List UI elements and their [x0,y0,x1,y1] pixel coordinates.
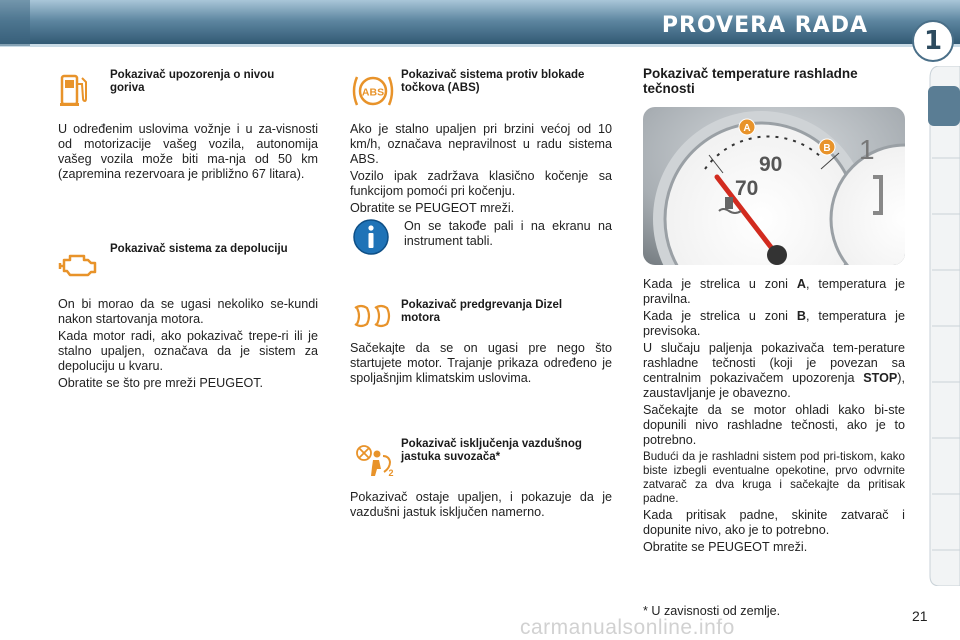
coolant-text [643,277,905,557]
coolant-paragraph: Budući da je rashladni sistem pod pri-tiskom, kako biste izbegli eventualne opekotine, prvo odvrnite zatvarač za dva kruga i sačekajte da pritisak padne. [643,450,905,505]
preheat-text: Sačekajte da se on ugasi pre nego što startujete motor. Trajanje prikaza određeno je spoljašnjim klimatskim uslovima. [350,341,612,385]
pollution-paragraph: On bi morao da se ugasi nekoliko se-kundi nakon startovanja motora. [58,297,318,326]
pollution-heading: Pokazivač sistema za depoluciju [110,243,288,255]
svg-text:ABS: ABS [361,86,385,99]
fuel-pump-icon [58,70,88,110]
coolant-paragraph: U slučaju paljenja pokazivača tem-perature rashladne tečnosti (koji je povezan sa centralnim pokazivačem upozorenja STOP), zaustavljanje je obavezno. [643,341,905,400]
page-number: 21 [912,608,928,624]
passenger-airbag-off-icon [355,444,397,478]
gauge-label-70: 70 [735,177,759,200]
airbag-text: Pokazivač ostaje upaljen, i pokazuje da je vazdušni jastuk isključen namerno. [350,490,612,519]
coolant-heading: Pokazivač temperature rashladne tečnosti [643,66,858,96]
page-title: PROVERA RADA [661,13,868,38]
gauge-label-right: 1 [859,134,875,165]
coolant-gauge-image [643,107,905,265]
abs-paragraph: Vozilo ipak zadržava klasično kočenje sa funkcijom pomoći pri kočenju. [350,169,612,198]
footnote: * U zavisnosti od zemlje. [643,604,781,618]
pollution-paragraph: Kada motor radi, ako pokazivač trepe-ri ili je stalno upaljen, označava da je sistem za depoluciju u kvaru. [58,329,318,373]
info-icon [352,218,390,256]
coolant-paragraph: Sačekajte da se motor ohladi kako bi-ste dopunili nivo rashladne tečnosti, ako je to potrebno. [643,403,905,447]
abs-text [350,122,612,218]
chapter-tab-strip [926,66,960,586]
coolant-paragraph: Kada pritisak padne, skinite zatvarač i dopunite nivo, ako je to potrebno. [643,508,905,537]
fuel-warning-heading: Pokazivač upozorenja o nivou goriva [110,69,275,94]
engine-icon [58,250,100,280]
chapter-number-badge: 1 [912,20,954,62]
coolant-paragraph: Obratite se PEUGEOT mreži. [643,540,808,554]
coolant-paragraph: Kada je strelica u zoni B, temperatura je previsoka. [643,309,905,338]
page-header [0,0,960,56]
pollution-paragraph: Obratite se što pre mreži PEUGEOT. [58,376,264,390]
abs-icon [349,71,397,111]
preheat-heading: Pokazivač predgrevanja Dizel motora [401,299,563,324]
gauge-zone-b-label: B [823,143,831,154]
coolant-paragraph: Kada je strelica u zoni A, temperatura je pravilna. [643,277,905,306]
abs-heading: Pokazivač sistema protiv blokade točkova (ABS) [401,69,585,94]
glow-plug-icon [351,302,397,330]
watermark: carmanualsonline.info [520,616,735,639]
abs-info-note: On se takođe pali i na ekranu na instrument tabli. [404,219,612,248]
gauge-label-90: 90 [759,153,783,176]
pollution-text [58,297,318,393]
airbag-heading: Pokazivač isključenja vazdušnog jastuka suvozača* [401,438,582,463]
abs-paragraph: Ako je stalno upaljen pri brzini većoj od 10 km/h, označava nepravilnost u radu sistema ABS. [350,122,612,166]
abs-paragraph: Obratite se PEUGEOT mreži. [350,201,515,215]
svg-text:2: 2 [388,468,394,478]
gauge-zone-a-label: A [743,123,751,134]
fuel-warning-text: U određenim uslovima vožnje i u za-visnosti od motorizacije vašeg vozila, autonomija vašeg vozila može biti ma-nja od 50 km (zapremina rezervoara je približno 67 litara). [58,122,318,181]
